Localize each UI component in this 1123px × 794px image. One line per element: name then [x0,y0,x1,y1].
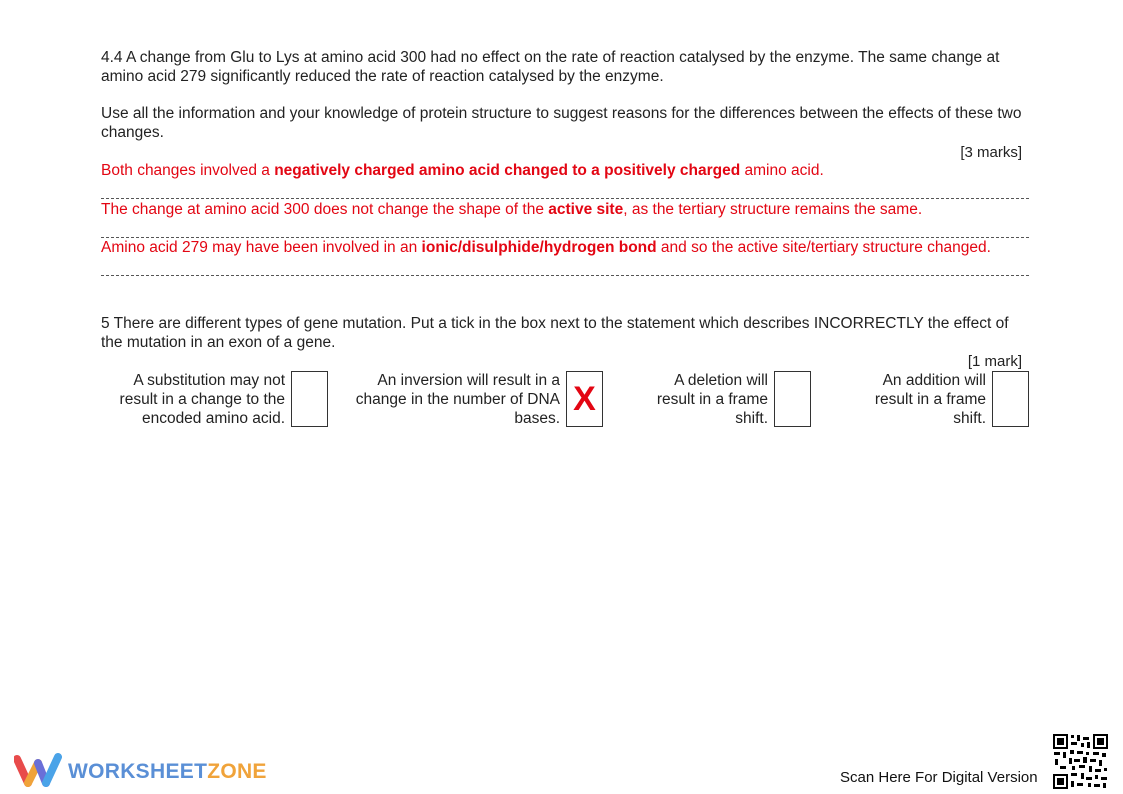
option-substitution-label: A substitution may not result in a change to the encoded amino acid. [119,372,285,427]
option-inversion-checkbox[interactable] [566,371,603,427]
option-addition-label: An addition will result in a frame shift. [874,372,986,427]
answer-2-bold: active site [548,201,624,218]
question-4-4-text: 4.4 A change from Glu to Lys at amino acid 300 had no effect on the rate of reaction catalysed by the enzyme. The same change at amino acid 279 significantly reduced the rate of reaction catalysed by the enzyme. [101,49,1000,85]
answer-3-bold: ionic/disulphide/hydrogen bond [421,239,657,256]
answer-3-post: and so the active site/tertiary structure changed. [656,239,991,256]
worksheetzone-w-icon [14,753,62,789]
question-5-text: 5 There are different types of gene mutation. Put a tick in the box next to the statement which describes INCORRECTLY the effect of the mutation in an exon of a gene. [101,315,1009,351]
answer-1-bold: negatively charged amino acid changed to a positively charged [274,162,741,179]
option-inversion [355,371,603,428]
marks-3: [3 marks] [960,144,1022,161]
answer-3-pre: Amino acid 279 may have been involved in an [101,239,422,256]
option-deletion [632,371,811,428]
worksheetzone-wordmark: WORKSHEETZONE [68,759,267,783]
answer-line-1 [101,161,1029,199]
answer-2-post: , as the tertiary structure remains the same. [623,201,923,218]
answer-2-pre: The change at amino acid 300 does not change the shape of the [101,201,549,218]
option-deletion-label: A deletion will result in a frame shift. [656,372,768,427]
option-substitution-checkbox[interactable] [291,371,328,427]
option-inversion-mark: X [573,380,596,418]
answer-line-3 [101,238,1029,276]
question-4-4-instruction: Use all the information and your knowledge of protein structure to suggest reasons for the differences between the effects of these two changes. [101,105,1022,141]
option-inversion-label: An inversion will result in a change in the number of DNA bases. [355,372,560,427]
answer-1-post: amino acid. [740,162,824,179]
question-5 [101,314,1031,352]
answer-line-2 [101,200,1029,238]
marks-1: [1 mark] [967,353,1022,370]
worksheetzone-logo[interactable] [14,753,267,789]
option-addition [850,371,1029,428]
answer-1-pre: Both changes involved a [101,162,275,179]
qr-code-icon[interactable] [1052,733,1109,790]
option-deletion-checkbox[interactable] [774,371,811,427]
question-4-4 [101,48,1031,142]
scan-caption: Scan Here For Digital Version [840,769,1038,786]
option-addition-checkbox[interactable] [992,371,1029,427]
option-substitution [100,371,328,428]
